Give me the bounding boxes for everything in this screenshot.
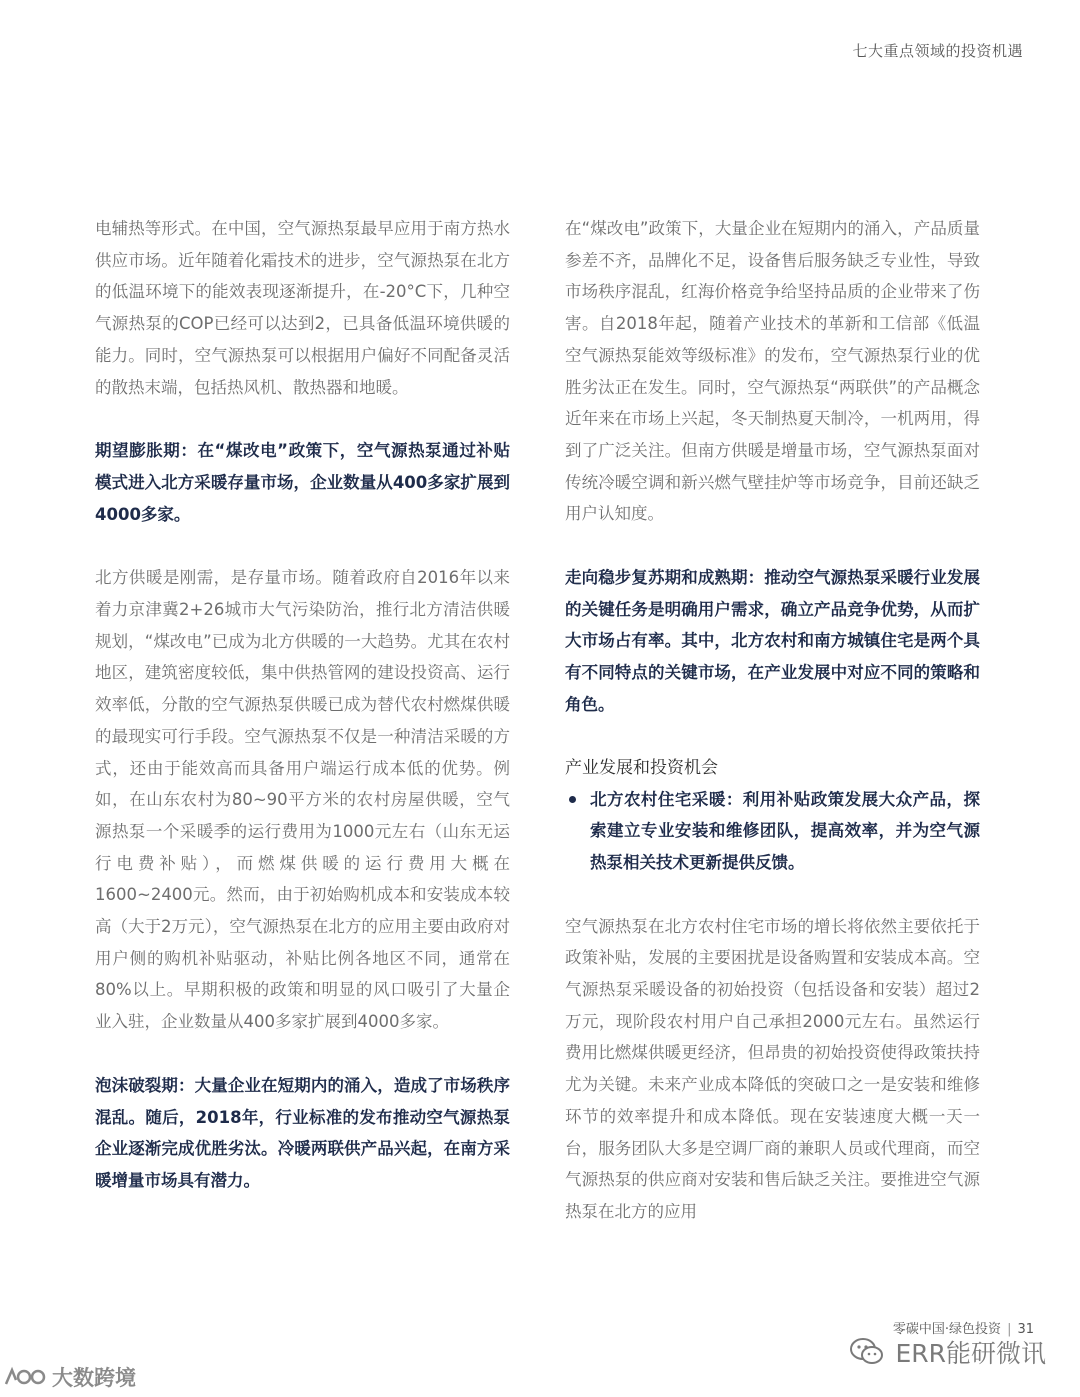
bullet-item (565, 784, 980, 879)
section-heading: 产业发展和投资机会 (565, 757, 718, 778)
highlight-paragraph: 泡沫破裂期：大量企业在短期内的涌入，造成了市场秩序混乱。随后，2018年，行业标准的发布推动空气源热泵企业逐渐完成优胜劣汰。冷暖两联供产品兴起，在南方采暖增量市场具有潜力。 (95, 1075, 510, 1190)
wechat-account-name: ERR能研微讯 (895, 1339, 1046, 1368)
paragraph: 空气源热泵在北方农村住宅市场的增长将依然主要依托于政策补贴，发展的主要困扰是设备购置和安装成本高。空气源热泵采暖设备的初始投资（包括设备和安装）超过2万元，现阶段农村用户自己承担2000元左右。虽然运行费用比燃煤供暖更经济，但昂贵的初始投资使得政策扶持尤为关键。未来产业成本降低的突破口之一是安装和维修环节的效率提升和成本降低。现在安装速度大概一天一台，服务团队大多是空调厂商的兼职人员或代理商，而空气源热泵的供应商对安装和售后缺乏关注。要推进空气源热泵在北方的应用 (565, 916, 980, 1221)
paragraph: 电辅热等形式。在中国，空气源热泵最早应用于南方热水供应市场。近年随着化霜技术的进步，空气源热泵在北方的低温环境下的能效表现逐渐提升，在-20°C下，几种空气源热泵的COP已经可以达到2，已具备低温环境供暖的能力。同时，空气源热泵可以根据用户偏好不同配备灵活的散热末端，包括热风机、散热器和地暖。 (95, 219, 510, 397)
publication-name: 零碳中国·绿色投资 (892, 1322, 1002, 1337)
footer-divider: | (1007, 1322, 1012, 1337)
wechat-icon (849, 1337, 885, 1367)
logo-icon (4, 1366, 48, 1388)
page-header-title: 七大重点领域的投资机遇 (852, 42, 1023, 60)
paragraph: 北方供暖是刚需，是存量市场。随着政府自2016年以来着力京津冀2+26城市大气污染防治，推行北方清洁供暖规划，“煤改电”已成为北方供暖的一大趋势。尤其在农村地区，建筑密度较低，集中供热管网的建设投资高、运行效率低，分散的空气源热泵供暖已成为替代农村燃煤供暖的最现实可行手段。空气源热泵不仅是一种清洁采暖的方式，还由于能效高而具备用户端运行成本低的优势。例如，在山东农村为80~90平方米的农村房屋供暖，空气源热泵一个采暖季的运行费用为1000元左右（山东无运行电费补贴），而燃煤供暖的运行费用大概在1600~2400元。然而，由于初始购机成本和安装成本较高（大于2万元），空气源热泵在北方的应用主要由政府对用户侧的购机补贴驱动，补贴比例各地区不同，通常在80%以上。早期积极的政策和明显的风口吸引了大量企业入驻，企业数量从400多家扩展到4000多家。 (95, 568, 510, 1032)
bullet-icon (569, 796, 576, 803)
wechat-watermark (849, 1334, 1046, 1370)
left-column (95, 213, 510, 1197)
highlight-paragraph: 期望膨胀期：在“煤改电”政策下，空气源热泵通过补贴模式进入北方采暖存量市场，企业数量从400多家扩展到4000多家。 (95, 441, 510, 524)
bullet-text: 北方农村住宅采暖：利用补贴政策发展大众产品，探索建立专业安装和维修团队，提高效率，并为空气源热泵相关技术更新提供反馈。 (590, 789, 980, 872)
highlight-paragraph: 走向稳步复苏期和成熟期：推动空气源热泵采暖行业发展的关键任务是明确用户需求，确立产品竞争优势，从而扩大市场占有率。其中，北方农村和南方城镇住宅是两个具有不同特点的关键市场，在产业发展中对应不同的策略和角色。 (565, 568, 980, 714)
site-logo-watermark (4, 1362, 136, 1392)
right-column (565, 213, 980, 1228)
paragraph: 在“煤改电”政策下，大量企业在短期内的涌入，产品质量参差不齐，品牌化不足，设备售后服务缺乏专业性，导致市场秩序混乱，红海价格竞争给坚持品质的企业带来了伤害。自2018年起，随着产业技术的革新和工信部《低温空气源热泵能效等级标准》的发布，空气源热泵行业的优胜劣汰正在发生。同时，空气源热泵“两联供”的产品概念近年来在市场上兴起，冬天制热夏天制冷，一机两用，得到了广泛关注。但南方供暖是增量市场，空气源热泵面对传统冷暖空调和新兴燃气壁挂炉等市场竞争，目前还缺乏用户认知度。 (565, 219, 980, 524)
site-logo-text: 大数跨境 (52, 1366, 136, 1390)
page-number: 31 (1017, 1322, 1034, 1337)
